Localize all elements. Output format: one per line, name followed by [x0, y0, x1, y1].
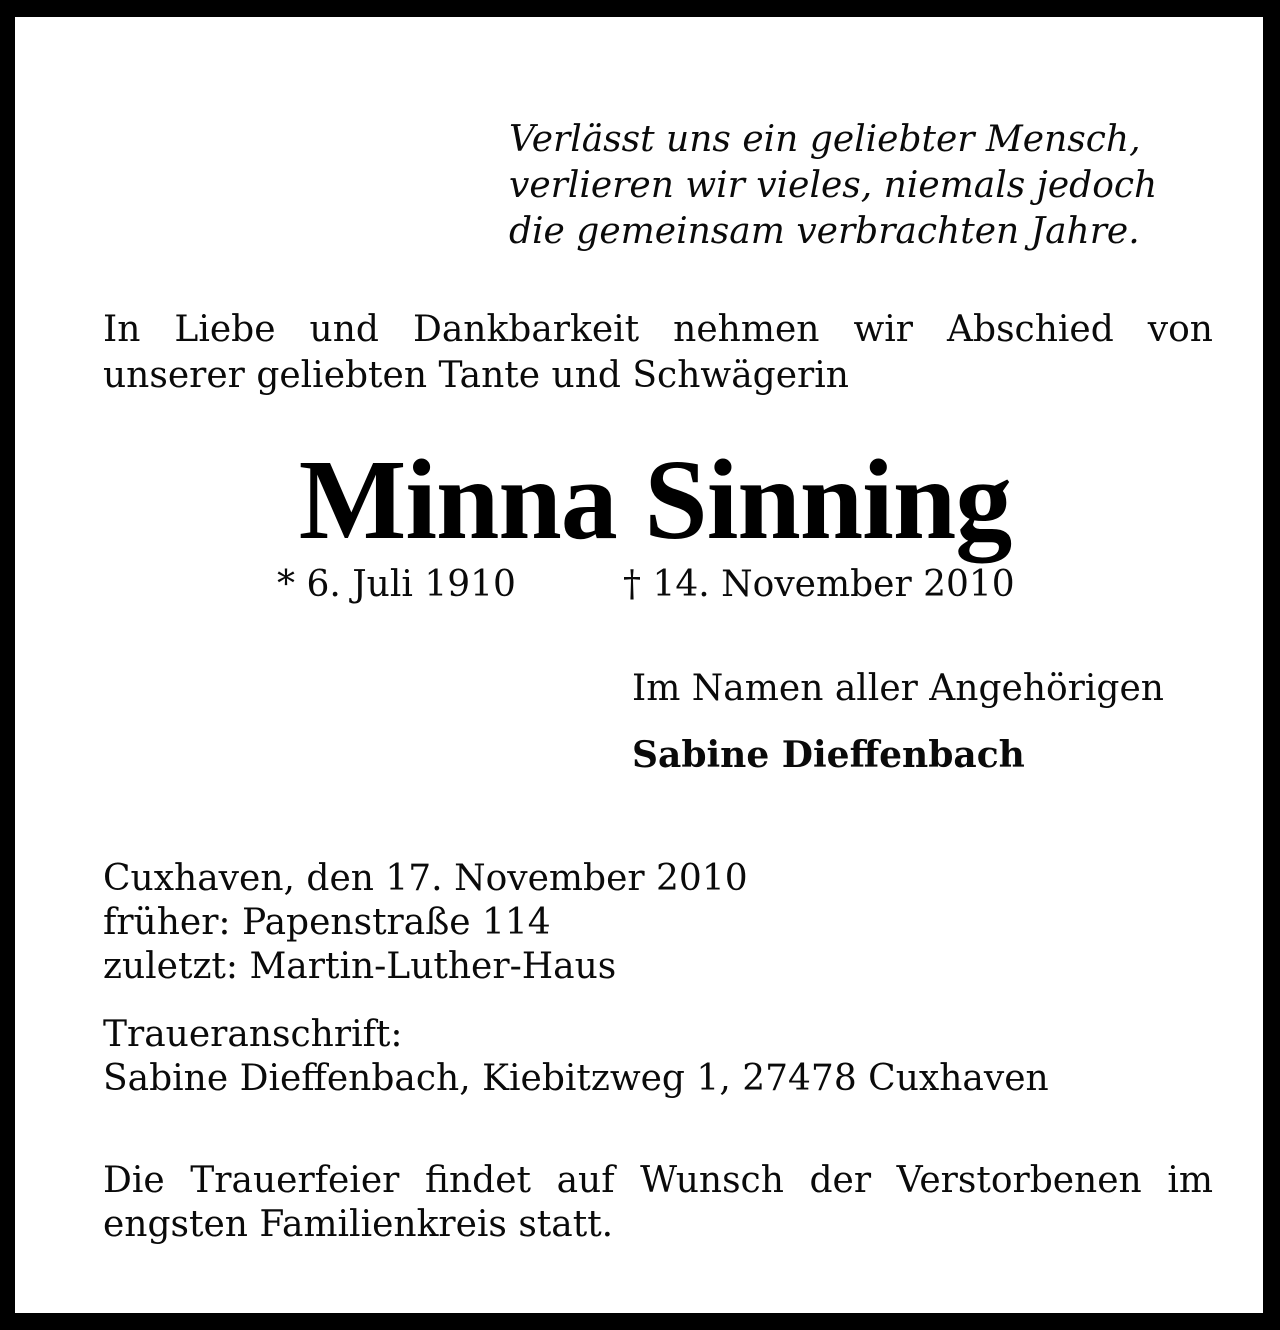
place-date-line: Cuxhaven, den 17. November 2010: [103, 858, 748, 899]
mourning-address-value: Sabine Dieffenbach, Kiebitzweg 1, 27478 Cuxhaven: [103, 1058, 1049, 1099]
ceremony-line: Die Trauerfeier findet auf Wunsch der Verstorbenen im: [103, 1160, 1213, 1201]
ceremony-line: engsten Familienkreis statt.: [103, 1204, 614, 1245]
death-date: † 14. November 2010: [623, 564, 1015, 605]
former-address-line: früher: Papenstraße 114: [103, 902, 551, 943]
intro-line: In Liebe und Dankbarkeit nehmen wir Abschied von: [103, 309, 1213, 350]
birth-date: * 6. Juli 1910: [277, 564, 516, 605]
place-info: [103, 857, 1213, 989]
quote-line: verlieren wir vieles, niemals jedoch: [509, 165, 1158, 206]
signoff: [632, 669, 1232, 775]
quote-line: die gemeinsam verbrachten Jahre.: [509, 211, 1140, 252]
mourning-address: [103, 1013, 1213, 1101]
mourning-address-label: Traueranschrift:: [103, 1014, 403, 1055]
intro-line: unserer geliebten Tante und Schwägerin: [103, 355, 849, 396]
memorial-quote: [509, 117, 1209, 255]
farewell-intro: [103, 307, 1213, 399]
signer-name: Sabine Dieffenbach: [632, 734, 1025, 776]
quote-line: Verlässt uns ein geliebter Mensch,: [509, 119, 1141, 160]
ceremony-note: [103, 1159, 1213, 1247]
deceased-name: Minna Sinning: [298, 436, 1012, 563]
last-address-line: zuletzt: Martin-Luther-Haus: [103, 946, 617, 987]
on-behalf-text: Im Namen aller Angehörigen: [632, 668, 1164, 709]
